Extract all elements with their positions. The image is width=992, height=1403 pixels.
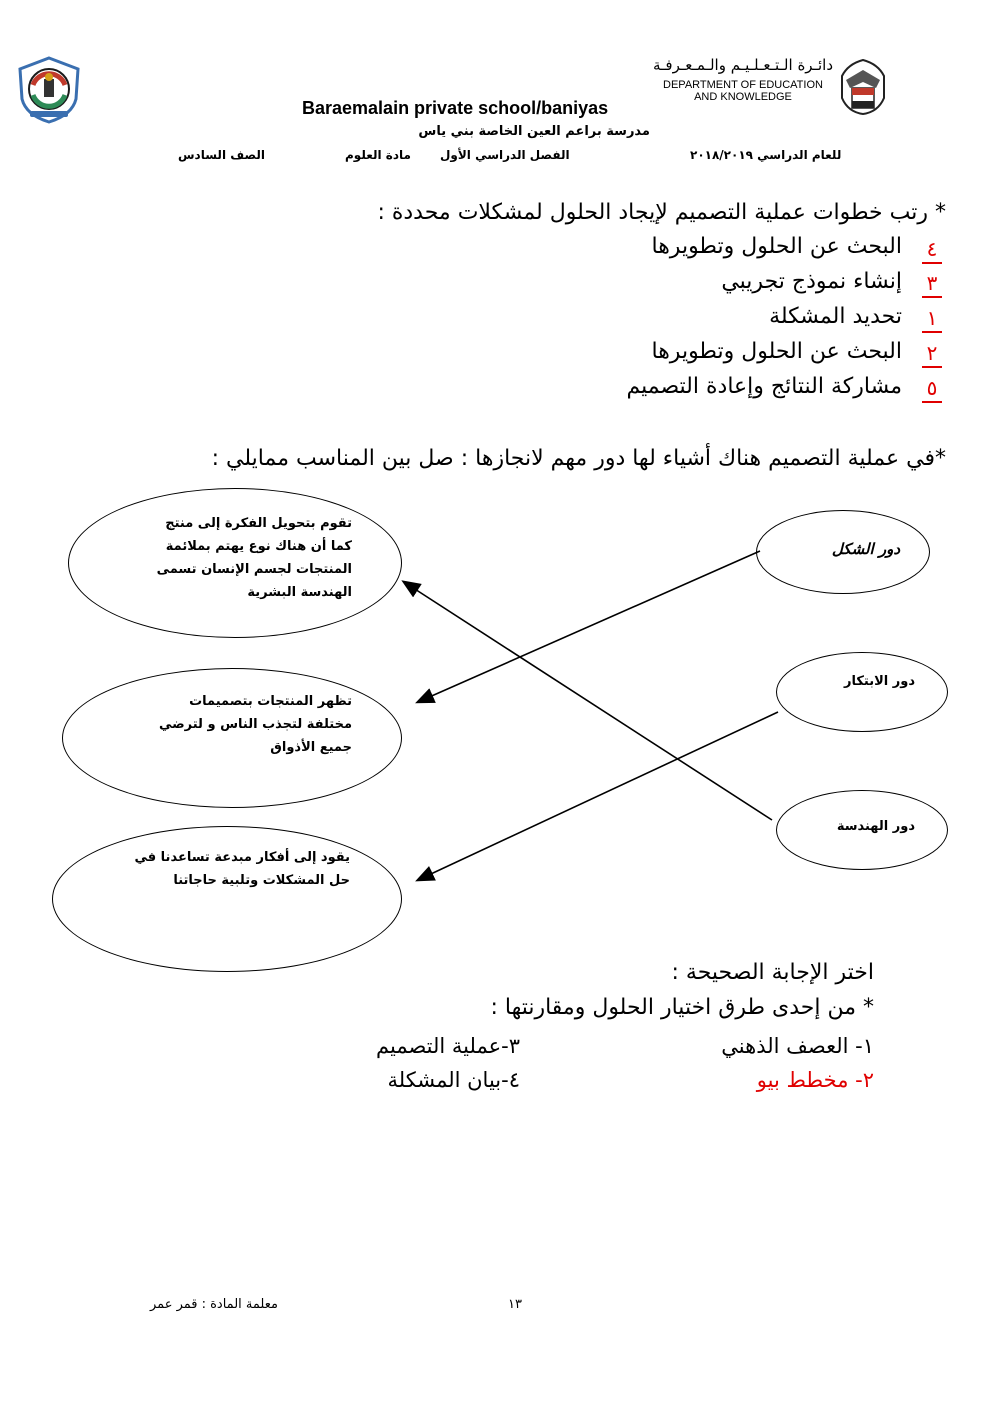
matching-question: *في عملية التصميم هناك أشياء لها دور مهم لانجازها : صل بين المناسب ممايلي : [211,446,946,471]
role-shape: دور الشكل [831,540,900,558]
role-engineering: دور الهندسة [836,819,915,834]
falcon-emblem-icon [838,58,888,116]
option-3: ٣-عملية التصميم [376,1034,520,1058]
school-name-english: Baraemalain private school/baniyas [302,98,609,118]
order-step: تحديد المشكلة [769,304,902,329]
department-name-arabic: دائـرة الـتـعـلـيـم والـمـعـرفـة [653,56,833,74]
order-number: ٢ [922,340,942,368]
grade: الصف السادس [178,148,265,162]
definition-innovation: يقود إلى أفكار مبدعة تساعدنا في حل المشكلات وتلبية حاجاتنا [134,850,350,888]
option-4: ٤-بيان المشكلة [387,1068,520,1092]
order-step: مشاركة النتائج وإعادة التصميم [626,374,902,399]
order-number: ٣ [922,270,942,298]
definition-shape: تظهر المنتجات بتصميمات مختلفة لتجذب الناس و لترضي جميع الأذواق [158,694,352,755]
order-number: ١ [922,305,942,333]
school-logo [14,55,84,125]
ordering-question: * رتب خطوات عملية التصميم لإيجاد الحلول لمشكلات محددة : [377,200,946,225]
multiple-choice-title: اختر الإجابة الصحيحة : [671,960,874,985]
order-step: إنشاء نموذج تجريبي [721,269,902,294]
school-name-arabic: مدرسة براعم العين الخاصة بني ياس [418,124,650,139]
order-step: البحث عن الحلول وتطويرها [651,234,902,259]
order-number: ٤ [922,236,942,264]
semester: الفصل الدراسي الأول [440,148,570,162]
order-number: ٥ [922,375,942,403]
page-number: ١٣ [508,1297,522,1312]
subject: مادة العلوم [345,148,411,162]
academic-year: للعام الدراسي ٢٠١٨/٢٠١٩ [690,148,842,162]
multiple-choice-question: * من إحدى طرق اختيار الحلول ومقارنتها : [490,995,874,1020]
option-1: ١- العصف الذهني [721,1034,874,1058]
arrow-engineering-to-definition [404,582,772,820]
arrow-innovation-to-definition [418,712,778,880]
definition-engineering: تقوم بتحويل الفكرة إلى منتج كما أن هناك نوع يهتم بملائمة المنتجات لجسم الإنسان تسمى الهندسة البشرية [156,516,352,600]
order-step: البحث عن الحلول وتطويرها [651,339,902,364]
arrow-shape-to-definition [418,551,760,702]
option-2-correct: ٢- مخطط بيو [756,1068,874,1092]
teacher-name: معلمة المادة : قمر عمر [150,1297,278,1312]
role-innovation: دور الابتكار [843,674,915,689]
department-name-english: DEPARTMENT OF EDUCATION AND KNOWLEDGE [663,79,823,103]
